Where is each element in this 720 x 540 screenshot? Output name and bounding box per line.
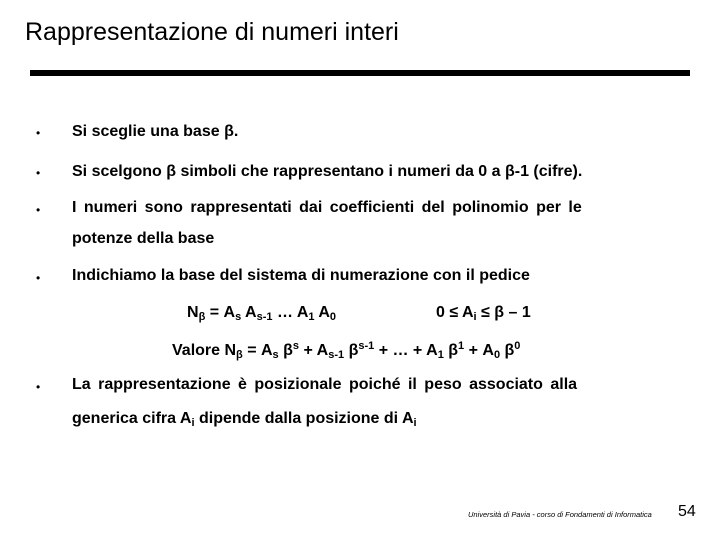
footer-text: Università di Pavia - corso di Fondamenti di Informatica bbox=[468, 510, 652, 519]
bullet-marker: • bbox=[36, 126, 41, 140]
formula-subscript: β bbox=[198, 311, 206, 323]
formula-subscript: 1 bbox=[308, 311, 315, 323]
formula-superscript: s-1 bbox=[358, 340, 375, 352]
formula-text: β bbox=[443, 342, 459, 359]
formula-subscript: s-1 bbox=[256, 311, 273, 323]
formula-superscript: 1 bbox=[458, 340, 465, 352]
bullet-subscript-base: Indichiamo la base del sistema di numerazione con il pedice bbox=[72, 267, 530, 284]
formula-value bbox=[172, 340, 520, 361]
formula-text: + A bbox=[299, 342, 329, 359]
bullet-symbols: Si scelgono β simboli che rappresentano i numeri da 0 a β-1 (cifre). bbox=[72, 163, 583, 180]
title-divider bbox=[30, 70, 690, 76]
formula-text: β bbox=[278, 342, 293, 359]
bullet-marker: • bbox=[36, 203, 41, 217]
bullet-marker: • bbox=[36, 271, 41, 285]
formula-text: = A bbox=[205, 304, 236, 321]
formula-text: N bbox=[187, 304, 199, 321]
line-subscript: i bbox=[413, 417, 417, 429]
formula-subscript: s bbox=[272, 349, 279, 361]
bullet-marker: • bbox=[36, 380, 41, 394]
formula-text: … A bbox=[272, 304, 309, 321]
formula-superscript: 0 bbox=[514, 340, 521, 352]
bullet-base-choice: Si sceglie una base β. bbox=[72, 123, 239, 140]
formula-text: A bbox=[241, 304, 257, 321]
formula-subscript: s-1 bbox=[328, 349, 345, 361]
bullet-coefficients-line1: I numeri sono rappresentati dai coefficienti del polinomio per le bbox=[72, 199, 582, 216]
bullet-marker: • bbox=[36, 166, 41, 180]
formula-text: A bbox=[314, 304, 330, 321]
formula-number-digits bbox=[187, 304, 336, 323]
formula-text: = A bbox=[242, 342, 273, 359]
formula-subscript: β bbox=[236, 349, 243, 361]
line-text: generica cifra A bbox=[72, 410, 192, 427]
formula-subscript: 0 bbox=[493, 349, 501, 361]
page-number: 54 bbox=[678, 503, 696, 520]
formula-text: 0 ≤ A bbox=[436, 304, 474, 321]
formula-text: Valore N bbox=[172, 342, 237, 359]
formula-text: β bbox=[500, 342, 515, 359]
formula-text: + … + A bbox=[374, 342, 438, 359]
formula-text: β bbox=[344, 342, 359, 359]
formula-subscript: i bbox=[473, 311, 477, 323]
formula-subscript: 1 bbox=[437, 349, 444, 361]
line-text: dipende dalla posizione di A bbox=[194, 410, 414, 427]
line-subscript: i bbox=[191, 417, 195, 429]
bullet-positional-line2 bbox=[72, 410, 417, 429]
bullet-positional-line1: La rappresentazione è posizionale poiché il peso associato alla bbox=[72, 376, 578, 393]
formula-subscript: s bbox=[235, 311, 242, 323]
page-title: Rappresentazione di numeri interi bbox=[25, 18, 399, 46]
bullet-coefficients-line2: potenze della base bbox=[72, 230, 215, 247]
formula-subscript: 0 bbox=[329, 311, 337, 323]
formula-text: ≤ β – 1 bbox=[476, 304, 531, 321]
formula-superscript: s bbox=[292, 340, 300, 352]
formula-digit-range bbox=[436, 304, 531, 323]
formula-text: + A bbox=[464, 342, 494, 359]
